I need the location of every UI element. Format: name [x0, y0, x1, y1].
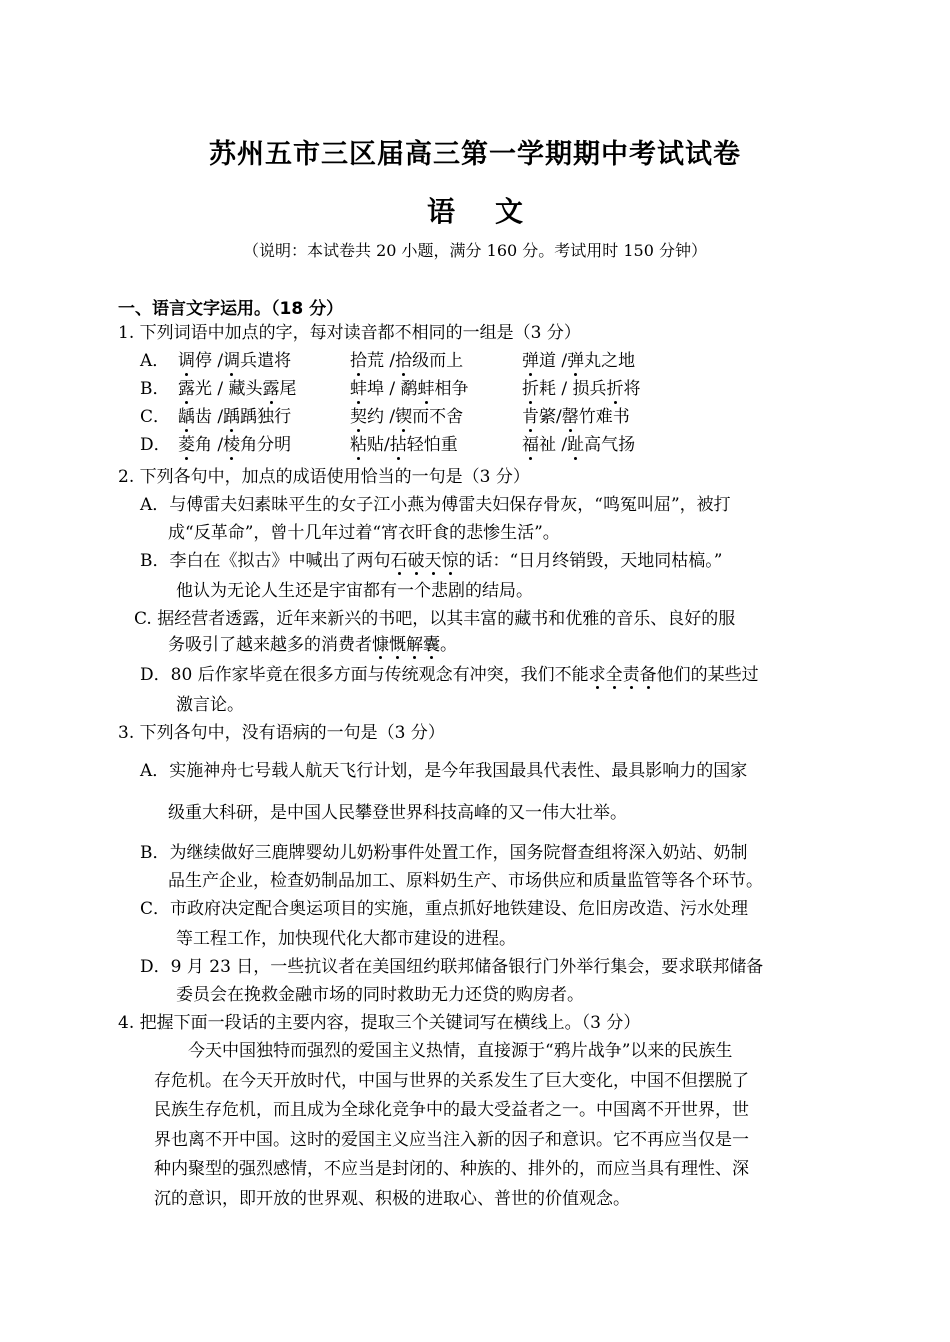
question-1-option-row	[140, 350, 722, 372]
word-text: 祉 /	[539, 435, 568, 455]
subject-title: 语文	[426, 195, 563, 228]
dotted-char: 调	[223, 351, 241, 371]
question-2-stem: 2. 下列各句中，加点的成语使用恰当的一句是（3 分）	[118, 467, 530, 487]
dotted-char: 慷	[372, 635, 389, 655]
word-text: 綮/	[539, 407, 562, 427]
word-text: 轻怕重	[406, 435, 458, 455]
word-pair-2	[350, 378, 522, 400]
question-2-option-a-line1: A．与傅雷夫妇素昧平生的女子江小燕为傅雷夫妇保存骨灰，“鸣冤叫屈”，被打	[140, 495, 731, 515]
dotted-char: 调	[178, 351, 195, 371]
question-4-stem: 4. 把握下面一段话的主要内容，提取三个关键词写在横线上。（3 分）	[118, 1013, 641, 1033]
dotted-char: 趾	[567, 435, 585, 455]
dotted-char: 惊	[441, 551, 459, 571]
passage-line: 种内聚型的强烈感情，不应当是封闭的、种族的、排外的，而应当具有理性、深	[154, 1159, 749, 1180]
dotted-char: 求	[588, 665, 606, 685]
question-2-option-c-line2	[168, 634, 457, 656]
dotted-char: 棱	[223, 435, 241, 455]
word-text: 角 /	[195, 435, 224, 455]
question-2-option-b-line1	[140, 550, 722, 572]
word-pair-1	[178, 406, 350, 428]
dotted-char: 露	[178, 379, 195, 399]
question-1-option-row	[140, 434, 722, 456]
question-2-option-d-line2: 激言论。	[176, 695, 244, 715]
question-3-option-a-line2: 级重大科研，是中国人民攀登世界科技高峰的又一伟大壮举。	[168, 803, 627, 823]
word-text: 丸之地	[584, 351, 636, 371]
question-1-stem: 1. 下列词语中加点的字，每对读音都不相同的一组是（3 分）	[118, 323, 581, 343]
word-pair-1	[178, 378, 350, 400]
question-3-option-b-line1: B．为继续做好三鹿牌婴幼儿奶粉事件处置工作，国务院督查组将深入奶站、奶制	[140, 843, 748, 863]
option-d-text-start: D．80 后作家毕竟在很多方面与传统观念有冲突，我们不能	[140, 665, 589, 685]
word-pair-3	[522, 406, 722, 428]
word-text: 相争	[434, 379, 469, 399]
option-c-text-start: 务吸引了越来越多的消费者	[168, 635, 372, 655]
option-c-text-end: 。	[440, 635, 457, 655]
dotted-char: 菱	[178, 435, 195, 455]
word-text: 贴/	[367, 435, 390, 455]
question-3-option-b-line2: 品生产企业，检查奶制品加工、原料奶生产、市场供应和质量监管等各个环节。	[168, 871, 763, 891]
passage-line: 存危机。在今天开放时代，中国与世界的关系发生了巨大变化，中国不但摆脱了	[154, 1070, 749, 1091]
dotted-char: 天	[424, 551, 442, 571]
word-text: 尾	[279, 379, 297, 399]
option-b-text-start: B．李白在《拟古》中喊出了两句	[140, 551, 391, 571]
dotted-char: 备	[639, 665, 657, 685]
word-text: 级而上	[412, 351, 464, 371]
passage-line: 界也离不开中国。这时的爱国主义应当注入新的因子和意识。它不再应当仅是一	[154, 1129, 749, 1150]
dotted-char: 拈	[389, 435, 407, 455]
option-letter: B．	[140, 379, 170, 399]
word-text: 高气扬	[584, 435, 636, 455]
option-letter: A．	[140, 351, 170, 371]
dotted-char: 福	[522, 435, 539, 455]
word-text: 荒 /	[367, 351, 396, 371]
dotted-char: 蚌	[350, 379, 367, 399]
word-text: 将	[623, 379, 641, 399]
word-text: 竹难书	[578, 407, 630, 427]
dotted-char: 蚌	[417, 379, 435, 399]
option-b-text-end: 的话：“日月终销毁，天地同枯槁。”	[458, 551, 723, 571]
word-pair-1	[178, 350, 350, 372]
dotted-char: 石	[390, 551, 408, 571]
word-pair-2	[350, 434, 522, 456]
word-text: 光 / 藏头	[195, 379, 263, 399]
word-pair-3	[522, 378, 722, 400]
dotted-char: 拾	[350, 351, 367, 371]
dotted-char: 龋	[178, 407, 195, 427]
option-letter: C．	[140, 407, 171, 427]
question-3-option-c-line1: C．市政府决定配合奥运项目的实施，重点抓好地铁建设、危旧房改造、污水处理	[140, 899, 749, 919]
word-text: 停 /	[195, 351, 224, 371]
question-3-option-c-line2: 等工程工作，加快现代化大都市建设的进程。	[176, 929, 516, 949]
word-text: 齿 /	[195, 407, 224, 427]
question-3-option-d-line2: 委员会在挽救金融市场的同时救助无力还贷的购房者。	[176, 985, 584, 1005]
question-2-option-a-line2: 成“反革命”，曾十几年过着“宵衣旰食的悲惨生活”。	[168, 523, 560, 543]
exam-instructions: （说明：本试卷共 20 小题，满分 160 分。考试用时 150 分钟）	[243, 241, 707, 260]
word-text: 约 /	[367, 407, 396, 427]
dotted-char: 慨	[389, 635, 406, 655]
word-text: 角分明	[240, 435, 292, 455]
passage-line: 沉的意识，即开放的世界观、积极的进取心、普世的价值观念。	[154, 1189, 630, 1209]
word-text: 耗 / 损兵	[539, 379, 607, 399]
dotted-char: 弹	[567, 351, 585, 371]
dotted-char: 踽	[223, 407, 241, 427]
word-pair-2	[350, 350, 522, 372]
dotted-char: 粘	[350, 435, 367, 455]
dotted-char: 拾	[395, 351, 413, 371]
word-pair-3	[522, 350, 722, 372]
word-text: 埠 / 鹬	[367, 379, 418, 399]
dotted-char: 折	[522, 379, 539, 399]
dotted-char: 全	[605, 665, 623, 685]
question-2-option-d-line1	[140, 664, 759, 686]
dotted-char: 破	[407, 551, 425, 571]
word-pair-3	[522, 434, 722, 456]
dotted-char: 契	[350, 407, 367, 427]
question-1-option-row	[140, 406, 722, 428]
dotted-char: 露	[262, 379, 280, 399]
dotted-char: 囊	[423, 635, 440, 655]
dotted-char: 解	[406, 635, 423, 655]
dotted-char: 责	[622, 665, 640, 685]
passage-line: 民族生存危机，而且成为全球化竞争中的最大受益者之一。中国离不开世界，世	[154, 1100, 749, 1121]
word-pair-1	[178, 434, 350, 456]
exam-title: 苏州五市三区届高三第一学期期中考试试卷	[209, 139, 741, 170]
dotted-char: 锲	[395, 407, 413, 427]
dotted-char: 弹	[522, 351, 539, 371]
passage-line: 今天中国独特而强烈的爱国主义热情，直接源于“鸦片战争”以来的民族生	[154, 1041, 733, 1061]
question-1-option-row	[140, 378, 722, 400]
word-pair-2	[350, 406, 522, 428]
option-d-text-end: 他们的某些过	[656, 665, 759, 685]
question-3-option-d-line1: D．9 月 23 日，一些抗议者在美国纽约联邦储备银行门外举行集会，要求联邦储备	[140, 957, 764, 977]
option-letter: D．	[140, 435, 171, 455]
word-text: 而不舍	[412, 407, 464, 427]
dotted-char: 罄	[561, 407, 579, 427]
word-text: 踽独行	[240, 407, 292, 427]
dotted-char: 肯	[522, 407, 539, 427]
section-heading: 一、语言文字运用。（18 分）	[118, 299, 344, 319]
word-text: 兵遣将	[240, 351, 292, 371]
question-3-stem: 3. 下列各句中，没有语病的一句是（3 分）	[118, 723, 445, 743]
word-text: 道 /	[539, 351, 568, 371]
question-2-option-b-line2: 他认为无论人生还是宇宙都有一个悲剧的结局。	[176, 581, 533, 601]
dotted-char: 折	[606, 379, 624, 399]
question-2-option-c-line1: C. 据经营者透露，近年来新兴的书吧，以其丰富的藏书和优雅的音乐、良好的服	[134, 609, 736, 629]
question-3-option-a-line1: A．实施神舟七号载人航天飞行计划，是今年我国最具代表性、最具影响力的国家	[140, 761, 748, 781]
